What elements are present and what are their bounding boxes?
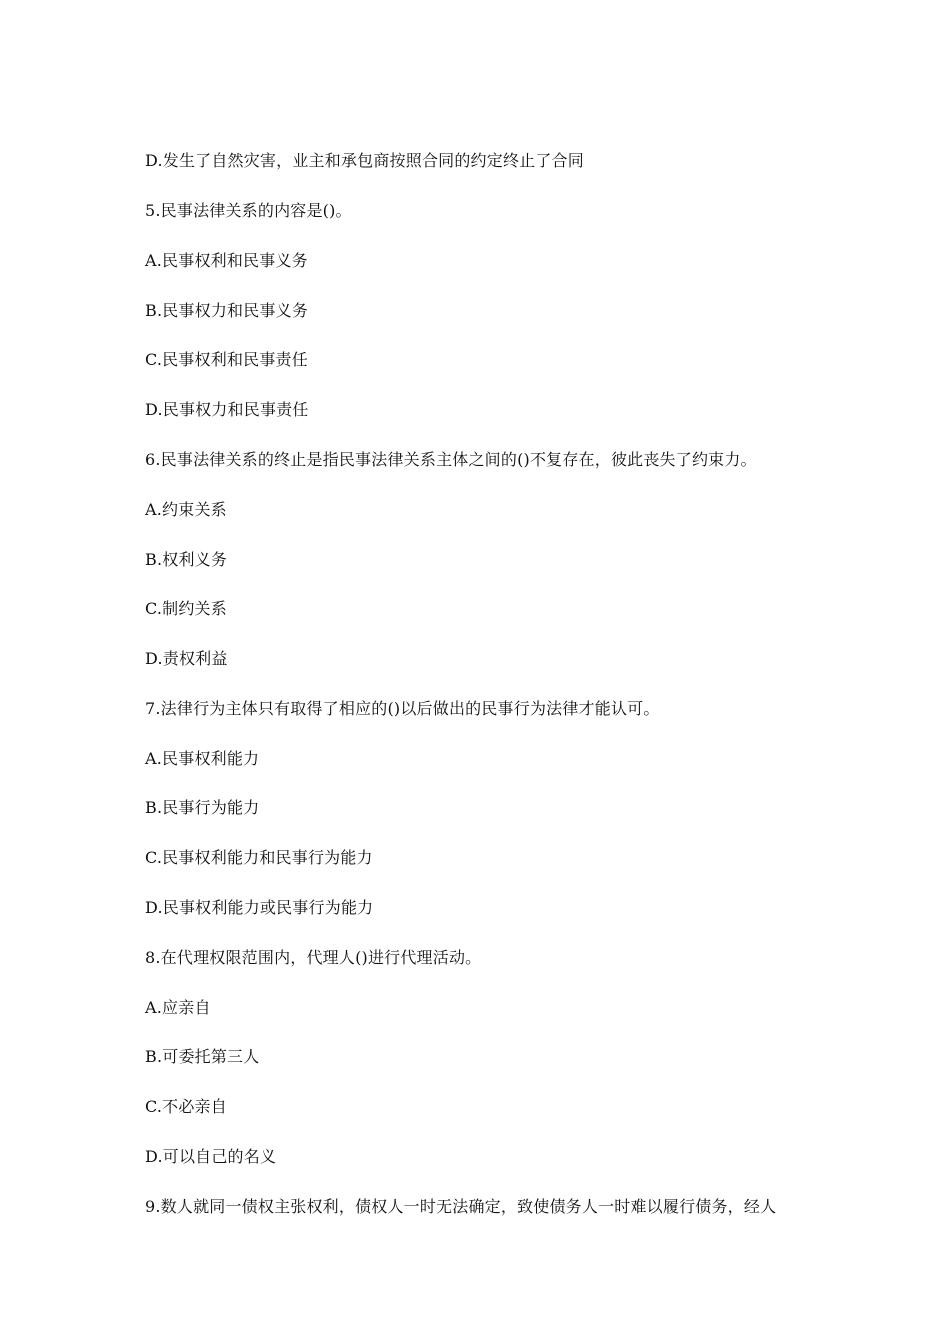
option-7b: B.民事行为能力 bbox=[145, 798, 260, 817]
question-5: 5.民事法律关系的内容是()。 bbox=[145, 201, 352, 220]
option-5b: B.民事权力和民事义务 bbox=[145, 301, 309, 320]
question-6: 6.民事法律关系的终止是指民事法律关系主体之间的()不复存在，彼此丧失了约束力。 bbox=[145, 450, 757, 469]
option-8c: C.不必亲自 bbox=[145, 1097, 227, 1116]
option-8a: A.应亲自 bbox=[145, 998, 211, 1017]
option-7d: D.民事权利能力或民事行为能力 bbox=[145, 898, 374, 917]
option-4d: D.发生了自然灾害，业主和承包商按照合同的约定终止了合同 bbox=[145, 151, 584, 170]
option-6a: A.约束关系 bbox=[145, 500, 227, 519]
option-6c: C.制约关系 bbox=[145, 599, 227, 618]
option-5c: C.民事权利和民事责任 bbox=[145, 350, 308, 369]
question-7: 7.法律行为主体只有取得了相应的()以后做出的民事行为法律才能认可。 bbox=[145, 699, 660, 718]
option-7a: A.民事权利能力 bbox=[145, 749, 260, 768]
option-6b: B.权利义务 bbox=[145, 550, 228, 569]
question-9: 9.数人就同一债权主张权利，债权人一时无法确定，致使债务人一时难以履行债务，经人 bbox=[145, 1197, 777, 1216]
option-7c: C.民事权利能力和民事行为能力 bbox=[145, 848, 373, 867]
option-5d: D.民事权力和民事责任 bbox=[145, 400, 309, 419]
option-8d: D.可以自己的名义 bbox=[145, 1147, 277, 1166]
option-6d: D.责权利益 bbox=[145, 649, 228, 668]
option-5a: A.民事权利和民事义务 bbox=[145, 251, 308, 270]
option-8b: B.可委托第三人 bbox=[145, 1047, 260, 1066]
question-8: 8.在代理权限范围内，代理人()进行代理活动。 bbox=[145, 948, 482, 967]
